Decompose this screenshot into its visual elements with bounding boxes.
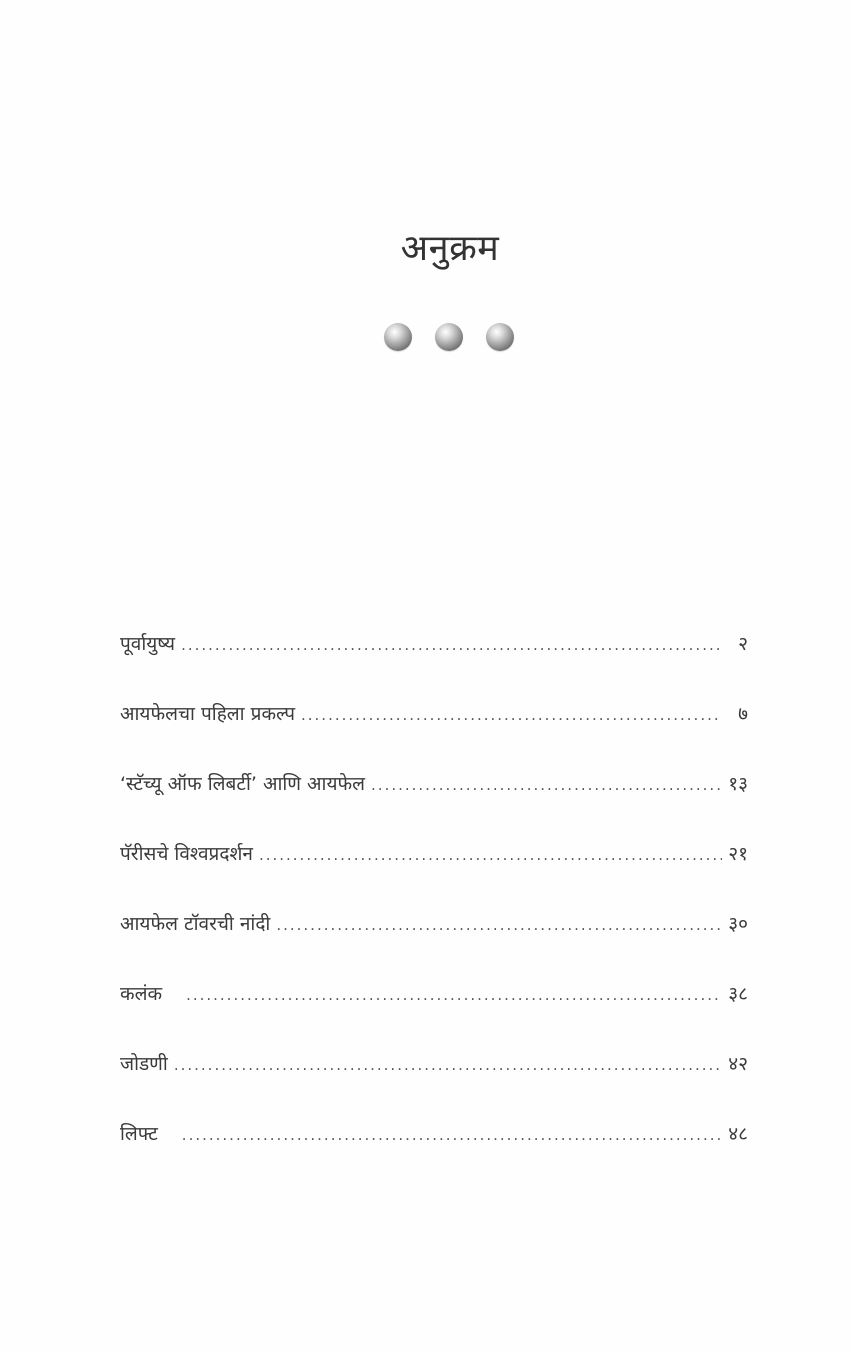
toc-entry-title: पॅरीसचे विश्वप्रदर्शन: [120, 843, 253, 865]
page-title: अनुक्रम: [400, 228, 500, 269]
toc-entry-title: आयफेल टॉवरची नांदी: [120, 913, 271, 935]
toc-entry: [120, 1050, 748, 1120]
toc-entry-title: पूर्वायुष्य: [120, 633, 176, 655]
dot-leader: [181, 636, 722, 654]
toc-entry-title: जोडणी: [120, 1053, 168, 1075]
dot-leader: [371, 776, 722, 794]
toc-entry-title: आयफेलचा पहिला प्रकल्प: [120, 703, 295, 725]
toc-entry-page: ४८: [728, 1123, 748, 1145]
toc-entry: [120, 1120, 748, 1190]
toc-entry-page: १३: [728, 773, 748, 795]
toc-entry: [120, 770, 748, 840]
toc-entry-title: लिफ्ट: [120, 1123, 158, 1145]
dot-leader: [186, 986, 722, 1004]
dot-leader: [182, 1126, 722, 1144]
toc-entry-title: ‘स्टॅच्यू ऑफ लिबर्टी’ आणि आयफेल: [120, 773, 366, 795]
toc-entry-page: ३०: [728, 913, 748, 935]
toc-entry-page: २१: [728, 843, 748, 865]
toc-entry-title: कलंक: [120, 983, 163, 1005]
dot-leader: [301, 706, 722, 724]
dot-leader: [259, 846, 722, 864]
toc-entry: [120, 700, 748, 770]
table-of-contents: [120, 630, 748, 1190]
dot-leader: [174, 1056, 722, 1074]
toc-entry: [120, 630, 748, 700]
toc-entry: [120, 980, 748, 1050]
toc-entry: [120, 910, 748, 980]
dot-leader: [276, 916, 722, 934]
title-ornament: [384, 322, 514, 352]
ornament-ball-icon: [384, 323, 412, 351]
toc-entry-page: ३८: [728, 983, 748, 1005]
toc-entry-page: २: [738, 633, 748, 655]
toc-entry-page: ७: [738, 703, 748, 725]
toc-entry: [120, 840, 748, 910]
toc-entry-page: ४२: [728, 1053, 748, 1075]
ornament-ball-icon: [435, 323, 463, 351]
ornament-ball-icon: [486, 323, 514, 351]
